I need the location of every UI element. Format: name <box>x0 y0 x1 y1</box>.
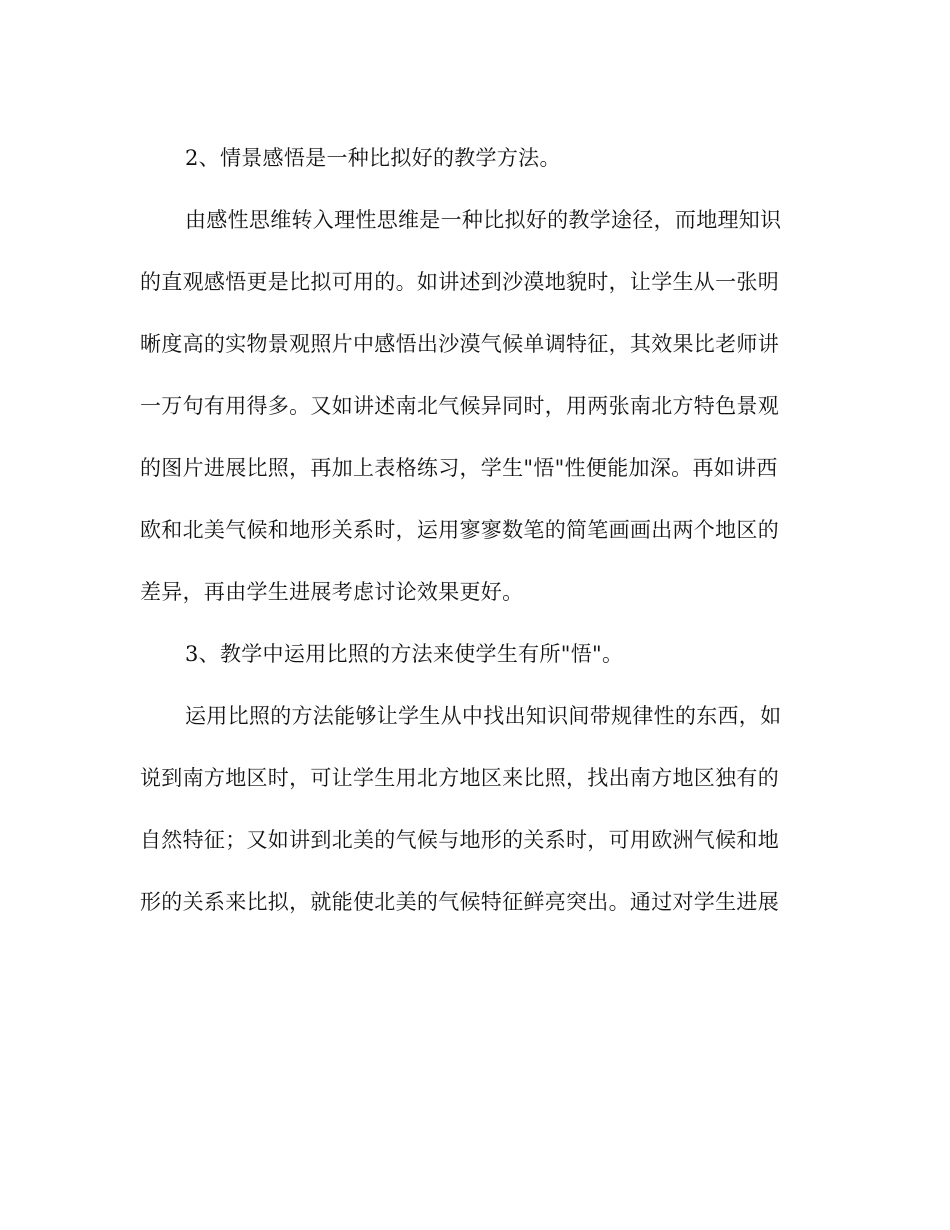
paragraph-line: 说到南方地区时，可让学生用北方地区来比照，找出南方地区独有的 <box>140 766 779 790</box>
paragraph-line: 由感性思维转入理性思维是一种比拟好的教学途径，而地理知识 <box>185 208 782 232</box>
section-heading-3: 3、教学中运用比照的方法来使学生有所"悟"。 <box>185 642 624 666</box>
paragraph-line: 晰度高的实物景观照片中感悟出沙漠气候单调特征，其效果比老师讲 <box>140 332 779 356</box>
paragraph-line: 的直观感悟更是比拟可用的。如讲述到沙漠地貌时，让学生从一张明 <box>140 270 779 294</box>
section-heading-2: 2、情景感悟是一种比拟好的教学方法。 <box>185 146 561 170</box>
paragraph-line: 欧和北美气候和地形关系时，运用寥寥数笔的简笔画画出两个地区的 <box>140 518 779 542</box>
paragraph-line: 形的关系来比拟，就能使北美的气候特征鲜亮突出。通过对学生进展 <box>140 890 779 914</box>
paragraph-line: 的图片进展比照，再加上表格练习，学生"悟"性便能加深。再如讲西 <box>140 456 778 480</box>
paragraph-line: 自然特征；又如讲到北美的气候与地形的关系时，可用欧洲气候和地 <box>140 828 779 852</box>
paragraph-line: 运用比照的方法能够让学生从中找出知识间带规律性的东西，如 <box>185 704 782 728</box>
paragraph-line: 一万句有用得多。又如讲述南北气候异同时，用两张南北方特色景观 <box>140 394 779 418</box>
paragraph-line: 差异，再由学生进展考虑讨论效果更好。 <box>140 580 524 604</box>
